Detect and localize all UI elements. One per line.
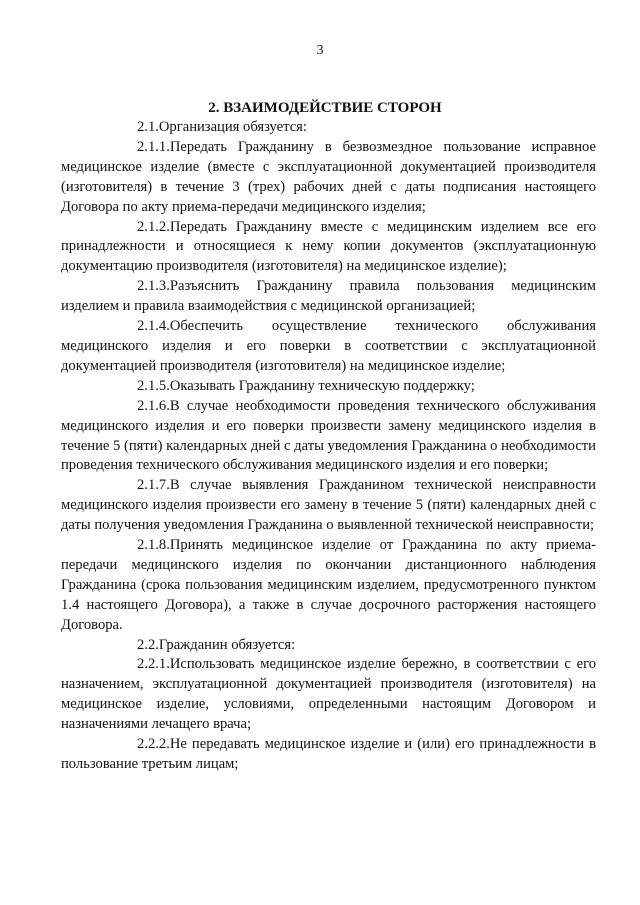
clause-number: 2.2.2.	[137, 736, 170, 753]
clause-number: 2.1.6.	[137, 397, 170, 414]
clause-2-2	[61, 636, 596, 656]
clause-2-1-4	[61, 317, 596, 377]
clause-2-2-2	[61, 735, 596, 775]
clause-text: В случае выявления Гражданином технической неисправности медицинского изделия произвести его замену в течение 5 (пяти) календарных дней с даты получения уведомления Гражданина о выявленной технической неисправности;	[61, 477, 596, 534]
clause-number: 2.2.1.	[137, 656, 170, 673]
clause-number: 2.1.3.	[137, 278, 170, 295]
clause-2-1	[61, 118, 596, 138]
clause-2-1-1	[61, 138, 596, 218]
clause-number: 2.1.	[137, 119, 159, 135]
clause-number: 2.1.7.	[137, 477, 170, 494]
page-number: 3	[316, 43, 324, 58]
clause-text: Организация обязуется:	[158, 119, 307, 135]
clause-2-1-7	[61, 476, 596, 536]
clause-text: Передать Гражданину в безвозмездное пользование исправное медицинское изделие (вместе с эксплуатационной документацией производителя (изготовителя) в течение 3 (трех) рабочих дней с даты подписания настоящего Договора по акту приема-передачи медицинского изделия;	[61, 138, 596, 215]
clause-text: Оказывать Гражданину техническую поддержку;	[169, 377, 475, 394]
clause-text: Обеспечить осуществление технического обслуживания медицинского изделия и его поверки в соответствии с эксплуатационной документацией производителя (изготовителя) на медицинское изделие;	[61, 318, 596, 374]
clause-text: Разъяснить Гражданину правила пользования медицинским изделием и правила взаимодействия с медицинской организацией;	[61, 278, 596, 315]
clause-number: 2.1.2.	[137, 218, 170, 235]
section-title: 2. ВЗАИМОДЕЙСТВИЕ СТОРОН	[208, 100, 442, 116]
clause-text: Использовать медицинское изделие бережно, в соответствии с его назначением, эксплуатационной документацией производителя (изготовителя) на медицинское изделие, условиями, определенными настоящим Договором и назначениями лечащего врача;	[61, 656, 596, 733]
clause-text: Принять медицинское изделие от Гражданина по акту приема-передачи медицинского изделия по окончании дистанционного наблюдения Гражданина (срока пользования медицинским изделием, предусмотренного пунктом 1.4 настоящего Договора), а также в случае досрочного расторжения настоящего Договора.	[61, 537, 596, 633]
clause-text: Гражданин обязуется:	[158, 636, 296, 653]
clause-2-1-2	[61, 218, 596, 278]
clause-text: В случае необходимости проведения технического обслуживания медицинского изделия и его поверки произвести замену медицинского изделия в течение 5 (пяти) календарных дней с даты уведомления Гражданина о необходимости проведения технического обслуживания медицинского изделия и его поверки;	[61, 397, 596, 474]
clause-number: 2.1.4.	[137, 318, 170, 335]
clause-number: 2.2.	[137, 636, 159, 653]
section-body	[61, 118, 596, 775]
clause-number: 2.1.8.	[137, 537, 170, 554]
clause-2-2-1	[61, 655, 596, 735]
clause-number: 2.1.1.	[137, 138, 170, 155]
clause-2-1-6	[61, 397, 596, 477]
clause-2-1-8	[61, 536, 596, 636]
clause-text: Передать Гражданину вместе с медицинским изделием все его принадлежности и относящиеся к нему копии документов (эксплуатационную документацию производителя (изготовителя) на медицинское изделие);	[61, 218, 596, 275]
clause-number: 2.1.5.	[137, 377, 170, 394]
clause-2-1-3	[61, 277, 596, 317]
clause-text: Не передавать медицинское изделие и (или) его принадлежности в пользование третьим лицам;	[61, 736, 596, 772]
clause-2-1-5	[61, 377, 596, 397]
